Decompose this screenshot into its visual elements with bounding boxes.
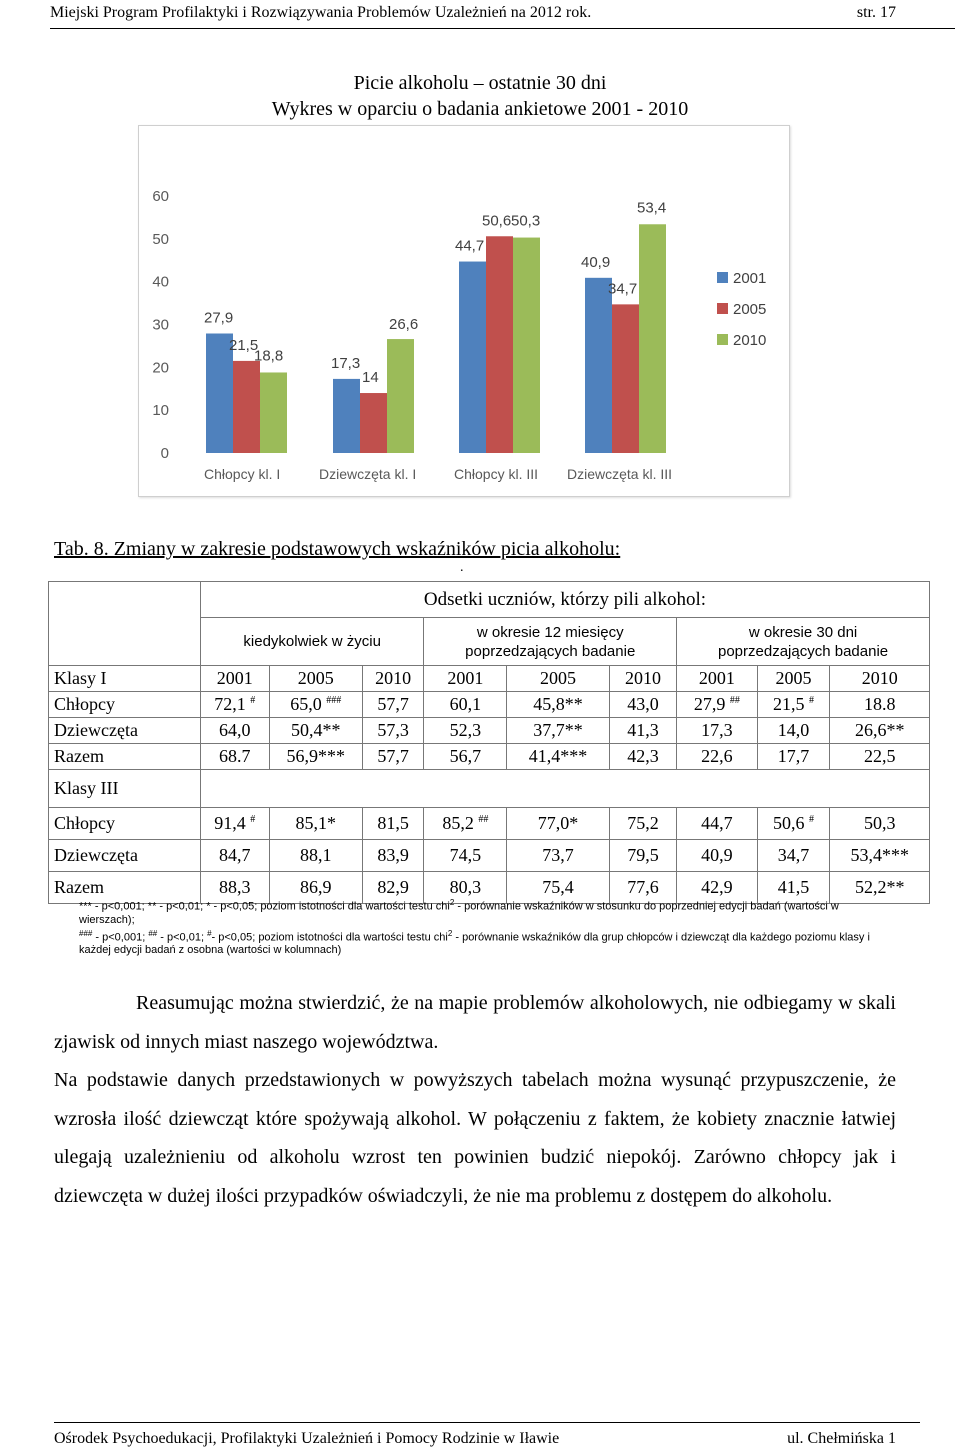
cell-value: 44,7 [701,813,733,833]
footer-address: ul. Chełmińska 1 [787,1430,896,1447]
footer-divider [54,1422,920,1423]
table-cell [424,808,507,840]
cell-value: 68.7 [219,746,251,766]
y-tick-label: 20 [152,359,169,377]
table-row [49,718,930,744]
body-text [54,984,896,1216]
cell-value: 50,4** [290,720,341,740]
note-1-a: *** - p<0,001; ** - p<0,01; * - p<0,05; poziom istotności dla wartości testu chi [79,900,450,913]
bar-2010-1 [260,372,287,453]
table-cell [269,718,362,744]
note-1 [79,896,879,927]
cell-marker: ## [478,814,489,825]
note-2 [79,927,879,958]
row-label: Razem [49,872,201,904]
data-label: 21,5 [229,336,259,354]
legend-label: 2001 [733,270,767,287]
table-cell [830,744,930,770]
table-cell [201,808,270,840]
cell-value: 88,3 [219,877,251,897]
year-header: 2001 [677,666,757,692]
year-header: 2005 [269,666,362,692]
data-label: 18,8 [254,347,284,365]
cell-value: 42,9 [701,877,733,897]
bar-2010-3 [513,238,540,453]
header-title: Miejski Program Profilaktyki i Rozwiązywania Problemów Uzależnień na 2012 rok. [50,4,592,21]
year-header: 2005 [757,666,830,692]
chart-subtitle: Wykres w oparciu o badania ankietowe 2001 - 2010 [271,98,689,120]
legend-label: 2010 [733,332,767,349]
data-label: 14 [362,369,379,387]
note-2-sup3: # [207,928,212,938]
table-row [49,744,930,770]
table-cell [757,692,830,718]
page-footer [54,1430,896,1448]
cell-value: 45,8** [533,694,583,714]
row-label: Razem [49,744,201,770]
table-cell [269,744,362,770]
klasy-iii-spacer [201,770,930,808]
x-tick-label: Dziewczęta kl. III [567,466,673,482]
cell-marker: # [809,814,815,825]
table-cell [609,718,676,744]
y-tick-label: 0 [160,445,169,462]
cell-value: 82,9 [377,877,409,897]
cell-value: 52,2** [854,877,905,897]
table-cell [830,840,930,872]
data-label: 40,9 [581,253,611,271]
year-header: 2010 [362,666,423,692]
cell-value: 85,1* [295,813,336,833]
cell-value: 77,0* [537,813,579,833]
table-cell [830,692,930,718]
cell-value: 43,0 [627,694,659,714]
klasy-i-rows [49,692,930,770]
table-cell [269,840,362,872]
data-label: 17,3 [331,354,361,372]
group-30-days [677,618,930,666]
table-cell [507,744,610,770]
table-cell [362,808,423,840]
table-cell [201,744,270,770]
cell-value: 74,5 [449,845,482,865]
bar-2010-2 [387,339,414,453]
cell-value: 17,3 [701,720,733,740]
table-cell [362,692,423,718]
cell-value: 40,9 [701,845,733,865]
bar-2001-4 [585,278,612,453]
cell-marker: # [250,695,256,706]
paragraph-1: Reasumując można stwierdzić, że na mapie problemów alkoholowych, nie odbiegamy w skali zjawisk od innych miast naszego województwa. [54,992,896,1053]
cell-value: 80,3 [449,877,482,897]
table-cell [362,840,423,872]
year-header: 2010 [830,666,930,692]
data-label: 27,9 [204,309,234,327]
note-2-d: - porównanie wskaźników dla grup chłopców i dziewcząt dla każdego poziomu klasy i każdej edycji badań z osobna (wartości w kolumnach) [79,931,870,957]
table-title: Tab. 8. Zmiany w zakresie podstawowych wskaźników picia alkoholu: [54,538,621,560]
cell-value: 83,9 [377,845,409,865]
cell-value: 41,3 [627,720,659,740]
cell-value: 21,5 [773,694,810,714]
cell-value: 42,3 [627,746,659,766]
row-label: Chłopcy [49,692,201,718]
cell-value: 41,5 [777,877,810,897]
cell-value: 50,3 [863,813,896,833]
y-tick-label: 10 [152,402,169,420]
data-label: 26,6 [389,316,419,334]
note-2-b: - p<0,01; [157,931,208,944]
table-cell [757,744,830,770]
cell-marker: ### [326,695,342,706]
bar-chart-svg [139,126,789,496]
cell-value: 72,1 [214,694,251,714]
data-label: 50,3 [511,212,541,230]
note-2-a: - p<0,001; [92,931,149,944]
legend-label: 2005 [733,301,767,318]
cell-value: 37,7** [533,720,583,740]
table-cell [757,840,830,872]
table-cell [201,840,270,872]
page-header [50,4,896,22]
cell-value: 81,5 [377,813,409,833]
table-cell [757,808,830,840]
cell-marker: # [809,695,815,706]
klasy-i-label: Klasy I [49,666,201,692]
footer-org: Ośrodek Psychoedukacji, Profilaktyki Uzależnień i Pomocy Rodzinie w Iławie [54,1430,560,1447]
table-cell [677,840,757,872]
table-cell [609,692,676,718]
bar-2005-3 [486,236,513,453]
y-tick-label: 60 [152,188,169,205]
table-cell [201,718,270,744]
y-tick-label: 40 [152,273,169,291]
cell-value: 17,7 [777,746,810,766]
table-cell [677,692,757,718]
page-number: str. 17 [856,4,896,21]
table-row [49,840,930,872]
cell-value: 57,3 [377,720,409,740]
table-row [49,808,930,840]
legend-swatch-2005 [717,303,728,314]
group-12-months [424,618,677,666]
cell-marker: # [250,814,256,825]
note-2-sup4: 2 [447,928,453,938]
stats-table [48,581,930,904]
table-notes [79,896,879,957]
row-label: Dziewczęta [49,840,201,872]
y-tick-label: 50 [152,230,169,248]
year-header: 2005 [507,666,610,692]
cell-value: 14,0 [777,720,810,740]
bar-chart [138,125,790,497]
table-cell [609,840,676,872]
cell-value: 64,0 [219,720,251,740]
x-tick-label: Chłopcy kl. III [454,466,539,482]
bar-2005-4 [612,304,639,453]
cell-value: 73,7 [542,845,574,865]
cell-value: 65,0 [290,694,327,714]
year-header: 2001 [424,666,507,692]
cell-value: 52,3 [449,720,482,740]
cell-value: 26,6** [854,720,905,740]
table-cell [424,692,507,718]
data-label: 50,6 [482,212,512,230]
paragraph-2: Na podstawie danych przedstawionych w powyższych tabelach można wysunąć przypuszczenie, że wzrosła ilość dziewcząt które spożywają alkohol. W połączeniu z faktem, że kobiety znacznie łatwiej ulegają uzależnieniu od alkoholu wzrost ten powinien budzić niepokój. Zarówno chłopcy jak i dziewczęta w dużej ilości przypadków oświadczyli, że nie ma problemu z dostępem do alkoholu. [54,1069,896,1207]
bar-2005-2 [360,393,387,453]
row-label: Dziewczęta [49,718,201,744]
table-cell [362,744,423,770]
bar-2005-1 [233,361,260,453]
cell-value: 22,6 [701,746,733,766]
table-cell [269,808,362,840]
chart-title: Picie alkoholu – ostatnie 30 dni [353,72,607,94]
x-tick-label: Dziewczęta kl. I [319,466,417,482]
legend-swatch-2010 [717,334,728,345]
group-12m-line1: w okresie 12 miesięcy [476,623,624,641]
table-cell [830,718,930,744]
group-12m-line2: poprzedzających badanie [465,642,636,660]
table-row [49,692,930,718]
year-header: 2001 [201,666,270,692]
cell-value: 85,2 [442,813,479,833]
corner-cell [49,582,201,666]
table-cell [424,840,507,872]
klasy-iii-rows [49,808,930,904]
table-cell [677,808,757,840]
group-30d-line1: w okresie 30 dni [748,623,858,641]
table-cell [507,808,610,840]
cell-value: 56,9*** [286,746,345,766]
cell-value: 57,7 [377,746,409,766]
group-lifetime: kiedykolwiek w życiu [201,618,424,666]
table-cell [830,808,930,840]
data-label: 34,7 [608,280,638,298]
bar-2010-4 [639,224,666,453]
header-divider [50,28,955,29]
cell-value: 91,4 [214,813,251,833]
y-tick-label: 30 [152,316,169,334]
main-header: Odsetki uczniów, którzy pili alkohol: [201,582,930,618]
bar-2001-3 [459,262,486,453]
cell-value: 18.8 [863,694,896,714]
note-1-sup: 2 [449,898,455,907]
klasy-iii-label: Klasy III [49,770,201,808]
stray-dot: . [460,560,464,575]
cell-value: 41,4*** [528,746,588,766]
cell-value: 88,1 [299,845,332,865]
cell-value: 50,6 [773,813,810,833]
cell-value: 60,1 [449,694,482,714]
bar-2001-2 [333,379,360,453]
group-30d-line2: poprzedzających badanie [718,642,889,660]
cell-value: 34,7 [777,845,810,865]
note-1-b: - porównanie wskaźników w stosunku do poprzedniej edycji badań (wartości w wierszach); [79,900,839,926]
cell-value: 79,5 [627,845,659,865]
legend-swatch-2001 [717,272,728,283]
cell-value: 86,9 [299,877,332,897]
cell-value: 27,9 [693,694,730,714]
cell-value: 22,5 [863,746,896,766]
data-label: 44,7 [455,237,485,255]
cell-value: 75,4 [542,877,574,897]
data-label: 53,4 [637,199,667,217]
row-label: Chłopcy [49,808,201,840]
table-cell [757,718,830,744]
table-cell [609,808,676,840]
table-cell [201,692,270,718]
cell-value: 84,7 [219,845,251,865]
table-cell [269,692,362,718]
note-2-c: - p<0,05; poziom istotności dla wartości testu chi [211,931,448,944]
table-cell [507,692,610,718]
x-tick-label: Chłopcy kl. I [204,466,281,482]
cell-value: 56,7 [449,746,482,766]
note-2-sup2: ## [148,928,158,938]
year-header: 2010 [609,666,676,692]
table-cell [362,718,423,744]
cell-value: 77,6 [627,877,659,897]
cell-value: 53,4*** [850,845,909,865]
table-cell [677,744,757,770]
table-cell [677,718,757,744]
table-cell [507,718,610,744]
table-cell [609,744,676,770]
table-cell [424,744,507,770]
note-2-sup1: ### [79,928,93,938]
table-cell [424,718,507,744]
cell-marker: ## [729,695,740,706]
cell-value: 75,2 [627,813,659,833]
table-cell [507,840,610,872]
cell-value: 57,7 [377,694,409,714]
